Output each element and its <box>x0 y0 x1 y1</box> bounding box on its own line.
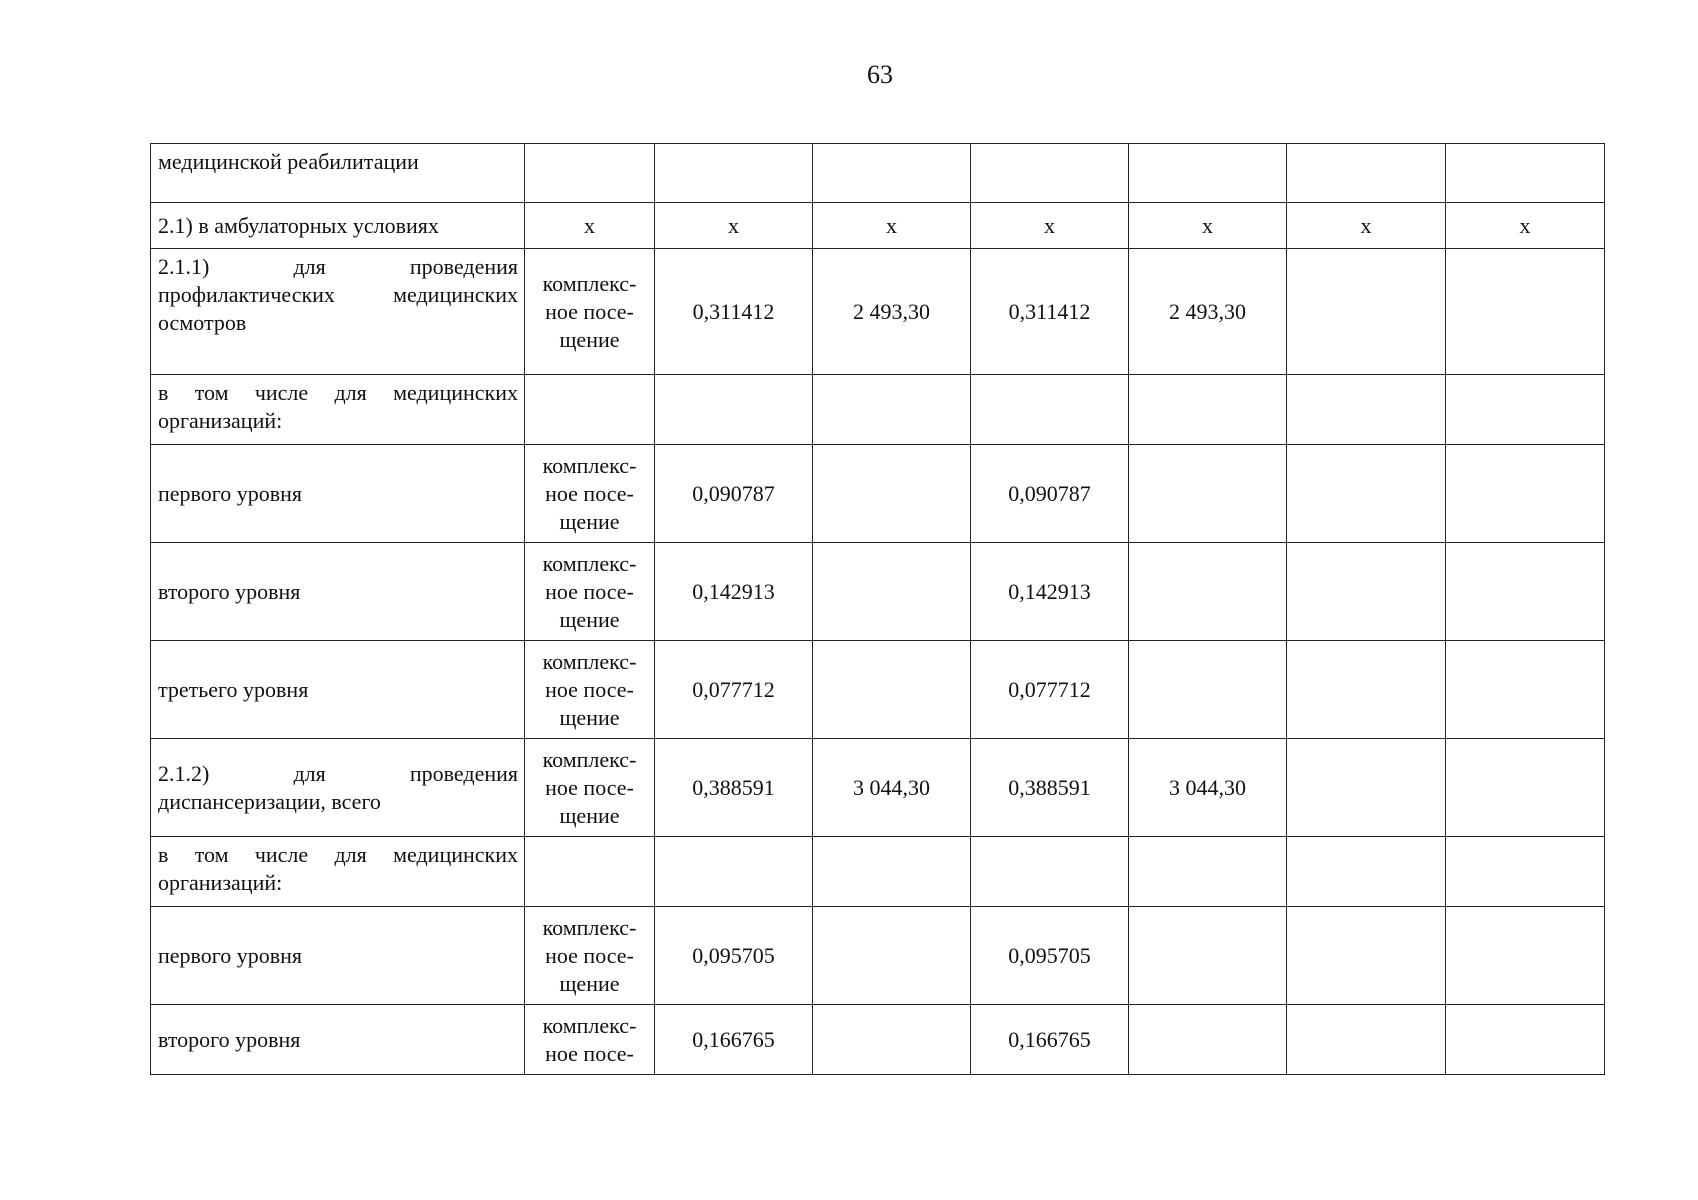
value-cell <box>813 144 971 203</box>
row-name-cell: второго уровня <box>151 1005 525 1075</box>
unit-text: х <box>584 212 595 238</box>
row-name-cell: 2.1.2) для проведения диспансеризации, всего <box>151 739 525 837</box>
value-cell: 2 493,30 <box>813 249 971 375</box>
value-cell <box>971 837 1129 907</box>
value-cell: 0,388591 <box>655 739 813 837</box>
value-cell <box>1446 907 1605 1005</box>
row-name-cell: 2.1.1) для проведения профилактических медицинских осмотров <box>151 249 525 375</box>
value-cell <box>1129 907 1287 1005</box>
value-cell: х <box>1287 203 1446 249</box>
document-table <box>150 143 1605 1075</box>
value-cell <box>1446 445 1605 543</box>
value-cell <box>1287 249 1446 375</box>
value-cell <box>1129 543 1287 641</box>
value-cell: х <box>655 203 813 249</box>
unit-cell <box>525 1005 655 1075</box>
table-row <box>151 1005 1605 1075</box>
value-cell <box>971 375 1129 445</box>
value-cell <box>1287 837 1446 907</box>
unit-cell <box>525 375 655 445</box>
unit-cell <box>525 641 655 739</box>
value-cell <box>813 907 971 1005</box>
value-cell <box>1129 837 1287 907</box>
page-number: 63 <box>867 60 893 89</box>
value-cell <box>1287 445 1446 543</box>
value-cell: х <box>971 203 1129 249</box>
value-cell: 0,166765 <box>655 1005 813 1075</box>
unit-text: комплекс- ное посе- щение <box>542 648 637 730</box>
value-cell <box>1287 907 1446 1005</box>
table-row <box>151 375 1605 445</box>
table-row <box>151 203 1605 249</box>
value-cell <box>1129 1005 1287 1075</box>
value-cell: х <box>813 203 971 249</box>
row-name-cell: медицинской реабилитации <box>151 144 525 203</box>
value-cell <box>813 445 971 543</box>
value-cell <box>971 144 1129 203</box>
unit-text: комплекс- ное посе- щение <box>542 746 637 828</box>
value-cell: 2 493,30 <box>1129 249 1287 375</box>
value-cell <box>1129 445 1287 543</box>
value-cell: 0,166765 <box>971 1005 1129 1075</box>
value-cell: 0,090787 <box>655 445 813 543</box>
value-cell: 0,142913 <box>971 543 1129 641</box>
table-row <box>151 641 1605 739</box>
value-cell <box>813 375 971 445</box>
value-cell <box>813 1005 971 1075</box>
unit-text: комплекс- ное посе- щение <box>542 452 637 534</box>
row-name-cell: первого уровня <box>151 445 525 543</box>
unit-text: комплекс- ное посе- <box>542 1012 637 1066</box>
value-cell: 0,077712 <box>971 641 1129 739</box>
value-cell: 0,077712 <box>655 641 813 739</box>
value-cell <box>813 837 971 907</box>
value-cell <box>1446 543 1605 641</box>
value-cell: 0,311412 <box>655 249 813 375</box>
unit-cell <box>525 249 655 375</box>
table-row <box>151 739 1605 837</box>
value-cell <box>1446 837 1605 907</box>
value-cell <box>1446 641 1605 739</box>
value-cell: 3 044,30 <box>1129 739 1287 837</box>
value-cell: 0,142913 <box>655 543 813 641</box>
value-cell <box>1287 1005 1446 1075</box>
unit-cell <box>525 837 655 907</box>
value-cell <box>655 837 813 907</box>
value-cell: 0,311412 <box>971 249 1129 375</box>
value-cell: 3 044,30 <box>813 739 971 837</box>
value-cell: х <box>1446 203 1605 249</box>
value-cell <box>1446 144 1605 203</box>
value-cell <box>1287 543 1446 641</box>
value-cell <box>1129 144 1287 203</box>
value-cell <box>1446 1005 1605 1075</box>
unit-cell <box>525 144 655 203</box>
row-name-cell: первого уровня <box>151 907 525 1005</box>
unit-cell <box>525 445 655 543</box>
table-row <box>151 907 1605 1005</box>
table-row <box>151 837 1605 907</box>
table-row <box>151 249 1605 375</box>
unit-text: комплекс- ное посе- щение <box>542 270 637 352</box>
value-cell: х <box>1129 203 1287 249</box>
value-cell <box>1446 739 1605 837</box>
row-name-cell: второго уровня <box>151 543 525 641</box>
unit-cell <box>525 203 655 249</box>
row-name-cell: 2.1) в амбулаторных условиях <box>151 203 525 249</box>
value-cell <box>813 543 971 641</box>
table-row <box>151 445 1605 543</box>
value-cell <box>1287 739 1446 837</box>
value-cell <box>1446 249 1605 375</box>
value-cell <box>1129 375 1287 445</box>
unit-cell <box>525 907 655 1005</box>
value-cell <box>1287 375 1446 445</box>
unit-text: комплекс- ное посе- щение <box>542 550 637 632</box>
value-cell: 0,090787 <box>971 445 1129 543</box>
unit-text: комплекс- ное посе- щение <box>542 914 637 996</box>
unit-cell <box>525 543 655 641</box>
value-cell <box>1129 641 1287 739</box>
row-name-cell: в том числе для медицинских организаций: <box>151 375 525 445</box>
value-cell <box>655 144 813 203</box>
value-cell: 0,095705 <box>655 907 813 1005</box>
value-cell <box>813 641 971 739</box>
value-cell <box>655 375 813 445</box>
value-cell: 0,095705 <box>971 907 1129 1005</box>
value-cell <box>1446 375 1605 445</box>
row-name-cell: в том числе для медицинских организаций: <box>151 837 525 907</box>
table-row <box>151 543 1605 641</box>
unit-cell <box>525 739 655 837</box>
value-cell <box>1287 641 1446 739</box>
table-row <box>151 144 1605 203</box>
value-cell <box>1287 144 1446 203</box>
value-cell: 0,388591 <box>971 739 1129 837</box>
row-name-cell: третьего уровня <box>151 641 525 739</box>
